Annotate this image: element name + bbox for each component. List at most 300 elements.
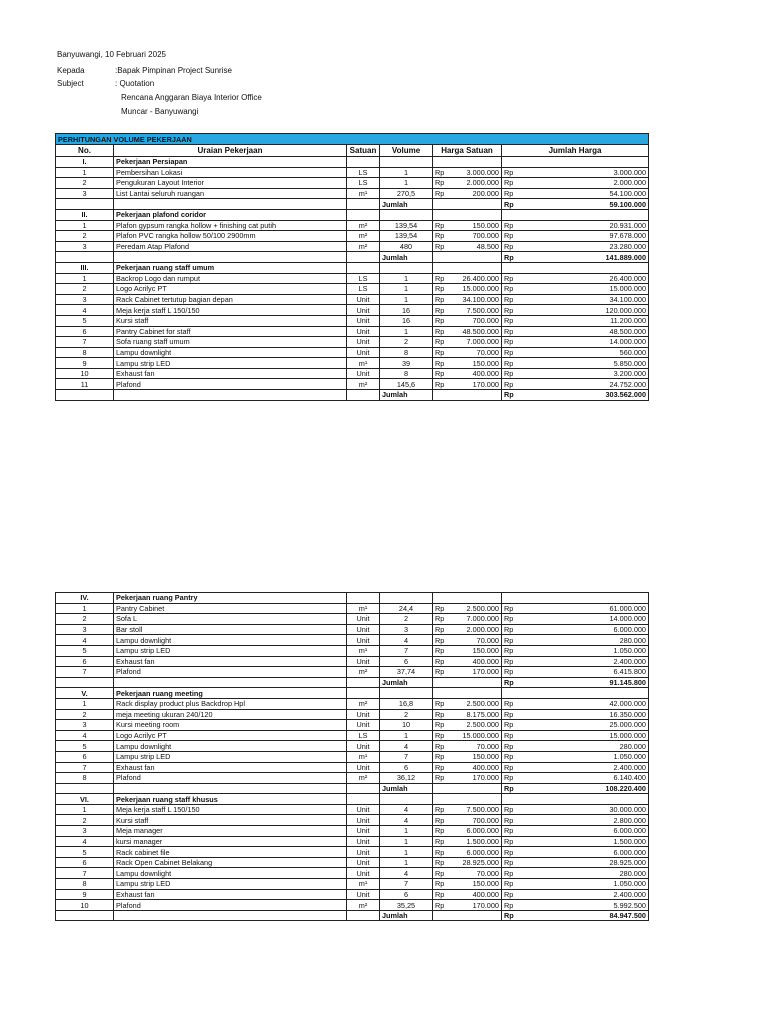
amount-currency: Rp — [502, 614, 517, 625]
table-row — [56, 624, 649, 635]
empty-cell — [380, 157, 433, 168]
item-number: 6 — [56, 326, 114, 337]
amount-currency: Rp — [502, 826, 517, 837]
item-unit: m² — [347, 220, 380, 231]
item-unit-price: 150.000 — [450, 220, 502, 231]
item-number: 10 — [56, 900, 114, 911]
item-unit-price: 700.000 — [450, 815, 502, 826]
table-row — [56, 379, 649, 390]
section-header-row — [56, 157, 649, 168]
subject-value: : Quotation — [115, 79, 155, 88]
price-currency: Rp — [433, 188, 450, 199]
item-volume: 1 — [380, 294, 433, 305]
item-unit: LS — [347, 273, 380, 284]
price-currency: Rp — [433, 709, 450, 720]
price-currency: Rp — [433, 624, 450, 635]
empty-cell — [347, 593, 380, 604]
table-row — [56, 635, 649, 646]
price-currency: Rp — [433, 751, 450, 762]
item-unit-price: 3.000.000 — [450, 167, 502, 178]
item-unit: m² — [347, 900, 380, 911]
item-description: Plafond — [114, 900, 347, 911]
item-volume: 4 — [380, 741, 433, 752]
item-amount: 14.000.000 — [517, 337, 649, 348]
item-unit: m² — [347, 698, 380, 709]
item-number: 1 — [56, 273, 114, 284]
item-number: 2 — [56, 815, 114, 826]
item-description: Lampu downlight — [114, 635, 347, 646]
item-unit-price: 6.000.000 — [450, 826, 502, 837]
empty-cell — [502, 794, 649, 805]
item-description: Lampu downlight — [114, 347, 347, 358]
item-volume: 1 — [380, 273, 433, 284]
table-row — [56, 337, 649, 348]
item-number: 7 — [56, 762, 114, 773]
empty-cell — [502, 688, 649, 699]
table-banner-row — [56, 134, 649, 145]
item-amount: 560.000 — [517, 347, 649, 358]
total-currency: Rp — [502, 252, 517, 263]
price-currency: Rp — [433, 337, 450, 348]
amount-currency: Rp — [502, 603, 517, 614]
item-description: Rack Cabinet tertutup bagian depan — [114, 294, 347, 305]
item-unit: m¹ — [347, 645, 380, 656]
item-unit: Unit — [347, 315, 380, 326]
item-amount: 15.000.000 — [517, 284, 649, 295]
item-unit: Unit — [347, 804, 380, 815]
item-number: 1 — [56, 804, 114, 815]
amount-currency: Rp — [502, 868, 517, 879]
item-amount: 24.752.000 — [517, 379, 649, 390]
section-header-row — [56, 794, 649, 805]
item-unit-price: 7.000.000 — [450, 337, 502, 348]
amount-currency: Rp — [502, 347, 517, 358]
price-currency: Rp — [433, 730, 450, 741]
item-number: 7 — [56, 868, 114, 879]
price-currency: Rp — [433, 326, 450, 337]
item-unit-price: 34.100.000 — [450, 294, 502, 305]
quotation-table-part-2 — [55, 592, 649, 921]
item-amount: 6.415.800 — [517, 667, 649, 678]
item-unit: Unit — [347, 741, 380, 752]
to-label: Kepada — [57, 66, 85, 75]
item-amount: 23.280.000 — [517, 241, 649, 252]
item-number: 10 — [56, 368, 114, 379]
item-volume: 1 — [380, 857, 433, 868]
item-unit: Unit — [347, 347, 380, 358]
item-amount: 25.000.000 — [517, 720, 649, 731]
amount-currency: Rp — [502, 231, 517, 242]
item-unit-price: 6.000.000 — [450, 847, 502, 858]
item-number: 8 — [56, 879, 114, 890]
item-unit: Unit — [347, 656, 380, 667]
item-unit-price: 15.000.000 — [450, 730, 502, 741]
item-amount: 280.000 — [517, 635, 649, 646]
item-amount: 42.000.000 — [517, 698, 649, 709]
item-volume: 2 — [380, 709, 433, 720]
empty-cell — [56, 252, 114, 263]
table-row — [56, 315, 649, 326]
item-unit-price: 70.000 — [450, 635, 502, 646]
table-row — [56, 826, 649, 837]
item-volume: 16 — [380, 305, 433, 316]
price-currency: Rp — [433, 804, 450, 815]
item-volume: 139,54 — [380, 220, 433, 231]
item-unit: Unit — [347, 847, 380, 858]
empty-cell — [433, 209, 502, 220]
item-description: Kursi meeting room — [114, 720, 347, 731]
item-description: Meja manager — [114, 826, 347, 837]
item-description: Plafond — [114, 379, 347, 390]
item-amount: 1.500.000 — [517, 836, 649, 847]
item-description: Exhaust fan — [114, 656, 347, 667]
section-total-row — [56, 783, 649, 794]
item-unit: Unit — [347, 815, 380, 826]
total-label: Jumlah — [380, 910, 433, 921]
amount-currency: Rp — [502, 315, 517, 326]
item-unit-price: 15.000.000 — [450, 284, 502, 295]
amount-currency: Rp — [502, 836, 517, 847]
section-header-row — [56, 593, 649, 604]
item-volume: 4 — [380, 815, 433, 826]
price-currency: Rp — [433, 368, 450, 379]
item-volume: 4 — [380, 804, 433, 815]
item-number: 2 — [56, 231, 114, 242]
item-unit: Unit — [347, 614, 380, 625]
item-unit-price: 2.000.000 — [450, 624, 502, 635]
item-description: Pantry Cabinet for staff — [114, 326, 347, 337]
item-volume: 2 — [380, 614, 433, 625]
item-volume: 6 — [380, 656, 433, 667]
empty-cell — [347, 157, 380, 168]
table-row — [56, 294, 649, 305]
table-row — [56, 220, 649, 231]
empty-cell — [114, 199, 347, 210]
amount-currency: Rp — [502, 709, 517, 720]
empty-cell — [433, 390, 502, 401]
empty-cell — [433, 783, 502, 794]
item-amount: 11.200.000 — [517, 315, 649, 326]
empty-cell — [114, 390, 347, 401]
item-unit-price: 7.500.000 — [450, 804, 502, 815]
table-row — [56, 284, 649, 295]
table-row — [56, 773, 649, 784]
item-unit: LS — [347, 284, 380, 295]
item-amount: 5.992.500 — [517, 900, 649, 911]
item-unit: Unit — [347, 762, 380, 773]
section-header-row — [56, 262, 649, 273]
item-number: 2 — [56, 709, 114, 720]
item-number: 6 — [56, 857, 114, 868]
table-row — [56, 889, 649, 900]
amount-currency: Rp — [502, 889, 517, 900]
section-title: Pekerjaan ruang meeting — [114, 688, 347, 699]
item-description: Plafond — [114, 667, 347, 678]
item-unit-price: 2.500.000 — [450, 698, 502, 709]
item-unit: LS — [347, 167, 380, 178]
table-row — [56, 762, 649, 773]
item-unit: Unit — [347, 889, 380, 900]
price-currency: Rp — [433, 284, 450, 295]
item-number: 3 — [56, 624, 114, 635]
item-unit-price: 700.000 — [450, 231, 502, 242]
item-amount: 61.000.000 — [517, 603, 649, 614]
price-currency: Rp — [433, 273, 450, 284]
table-row — [56, 868, 649, 879]
section-total: 141.889.000 — [517, 252, 649, 263]
item-unit: m¹ — [347, 751, 380, 762]
section-title: Pekerjaan ruang staff khusus — [114, 794, 347, 805]
table-row — [56, 656, 649, 667]
item-unit: Unit — [347, 857, 380, 868]
item-number: 3 — [56, 241, 114, 252]
item-amount: 280.000 — [517, 741, 649, 752]
item-description: Logo Acrilyc PT — [114, 284, 347, 295]
empty-cell — [347, 677, 380, 688]
table-row — [56, 879, 649, 890]
item-volume: 35,25 — [380, 900, 433, 911]
item-description: Lampu downlight — [114, 741, 347, 752]
item-number: 11 — [56, 379, 114, 390]
item-description: Kursi staff — [114, 815, 347, 826]
item-description: Pengukuran Layout Interior — [114, 178, 347, 189]
item-amount: 97.678.000 — [517, 231, 649, 242]
empty-cell — [502, 262, 649, 273]
item-amount: 3.200.000 — [517, 368, 649, 379]
section-title: Pekerjaan ruang staff umum — [114, 262, 347, 273]
item-volume: 7 — [380, 645, 433, 656]
item-description: List Lantai seluruh ruangan — [114, 188, 347, 199]
item-amount: 30.000.000 — [517, 804, 649, 815]
section-title: Pekerjaan ruang Pantry — [114, 593, 347, 604]
item-unit-price: 400.000 — [450, 889, 502, 900]
item-description: Rack Open Cabinet Belakang — [114, 857, 347, 868]
item-number: 1 — [56, 698, 114, 709]
item-volume: 1 — [380, 836, 433, 847]
item-amount: 54.100.000 — [517, 188, 649, 199]
item-unit-price: 170.000 — [450, 379, 502, 390]
item-unit-price: 70.000 — [450, 347, 502, 358]
item-description: Backrop Logo dan rumput — [114, 273, 347, 284]
empty-cell — [347, 209, 380, 220]
amount-currency: Rp — [502, 368, 517, 379]
item-amount: 2.400.000 — [517, 762, 649, 773]
item-amount: 20.931.000 — [517, 220, 649, 231]
item-description: Lampu strip LED — [114, 645, 347, 656]
item-unit-price: 48.500 — [450, 241, 502, 252]
item-unit-price: 150.000 — [450, 358, 502, 369]
item-unit: Unit — [347, 624, 380, 635]
table-row — [56, 305, 649, 316]
amount-currency: Rp — [502, 879, 517, 890]
item-number: 1 — [56, 220, 114, 231]
empty-cell — [433, 157, 502, 168]
item-number: 6 — [56, 751, 114, 762]
item-number: 4 — [56, 730, 114, 741]
empty-cell — [347, 688, 380, 699]
item-amount: 48.500.000 — [517, 326, 649, 337]
empty-cell — [433, 794, 502, 805]
item-description: Plafond — [114, 773, 347, 784]
item-volume: 16 — [380, 315, 433, 326]
empty-cell — [114, 910, 347, 921]
item-unit-price: 2.500.000 — [450, 720, 502, 731]
item-description: Logo Acrilyc PT — [114, 730, 347, 741]
price-currency: Rp — [433, 857, 450, 868]
item-unit-price: 150.000 — [450, 645, 502, 656]
price-currency: Rp — [433, 305, 450, 316]
price-currency: Rp — [433, 720, 450, 731]
item-description: Meja kerja staff L 150/150 — [114, 804, 347, 815]
item-unit: m² — [347, 667, 380, 678]
column-header-row — [56, 145, 649, 157]
item-number: 2 — [56, 614, 114, 625]
item-unit-price: 400.000 — [450, 368, 502, 379]
item-unit-price: 170.000 — [450, 667, 502, 678]
empty-cell — [380, 593, 433, 604]
total-label: Jumlah — [380, 199, 433, 210]
empty-cell — [380, 794, 433, 805]
item-description: Lampu strip LED — [114, 879, 347, 890]
price-currency: Rp — [433, 826, 450, 837]
empty-cell — [347, 910, 380, 921]
item-volume: 1 — [380, 178, 433, 189]
item-description: Lampu downlight — [114, 868, 347, 879]
item-volume: 36,12 — [380, 773, 433, 784]
item-number: 6 — [56, 656, 114, 667]
price-currency: Rp — [433, 231, 450, 242]
item-number: 7 — [56, 337, 114, 348]
subject-label: Subject — [57, 79, 84, 88]
subject-line-3: Muncar - Banyuwangi — [121, 107, 199, 116]
amount-currency: Rp — [502, 337, 517, 348]
item-number: 3 — [56, 826, 114, 837]
total-label: Jumlah — [380, 783, 433, 794]
empty-cell — [433, 593, 502, 604]
section-number: VI. — [56, 794, 114, 805]
item-description: Pantry Cabinet — [114, 603, 347, 614]
total-label: Jumlah — [380, 677, 433, 688]
amount-currency: Rp — [502, 773, 517, 784]
item-unit: Unit — [347, 368, 380, 379]
empty-cell — [114, 677, 347, 688]
item-unit: Unit — [347, 305, 380, 316]
item-volume: 8 — [380, 368, 433, 379]
item-unit: Unit — [347, 826, 380, 837]
item-unit-price: 400.000 — [450, 762, 502, 773]
item-number: 2 — [56, 178, 114, 189]
item-unit: m¹ — [347, 358, 380, 369]
item-number: 5 — [56, 315, 114, 326]
item-unit: LS — [347, 178, 380, 189]
item-volume: 1 — [380, 847, 433, 858]
item-amount: 16.350.000 — [517, 709, 649, 720]
item-amount: 28.925.000 — [517, 857, 649, 868]
table-row — [56, 698, 649, 709]
col-desc-header: Uraian Pekerjaan — [114, 145, 347, 157]
item-number: 7 — [56, 667, 114, 678]
price-currency: Rp — [433, 614, 450, 625]
item-unit: m² — [347, 773, 380, 784]
item-unit-price: 170.000 — [450, 773, 502, 784]
item-amount: 280.000 — [517, 868, 649, 879]
item-description: Bar stoll — [114, 624, 347, 635]
item-unit-price: 48.500.000 — [450, 326, 502, 337]
item-volume: 10 — [380, 720, 433, 731]
table-row — [56, 273, 649, 284]
price-currency: Rp — [433, 879, 450, 890]
item-unit-price: 7.500.000 — [450, 305, 502, 316]
empty-cell — [56, 783, 114, 794]
amount-currency: Rp — [502, 284, 517, 295]
total-currency: Rp — [502, 910, 517, 921]
item-description: Plafon gypsum rangka hollow + finishing cat putih — [114, 220, 347, 231]
empty-cell — [502, 157, 649, 168]
item-number: 9 — [56, 889, 114, 900]
price-currency: Rp — [433, 379, 450, 390]
item-volume: 8 — [380, 347, 433, 358]
amount-currency: Rp — [502, 656, 517, 667]
item-description: Plafon PVC rangka hollow 50/100 2900mm — [114, 231, 347, 242]
amount-currency: Rp — [502, 635, 517, 646]
empty-cell — [56, 910, 114, 921]
item-unit: Unit — [347, 709, 380, 720]
item-volume: 39 — [380, 358, 433, 369]
table-row — [56, 667, 649, 678]
price-currency: Rp — [433, 167, 450, 178]
item-number: 4 — [56, 635, 114, 646]
item-unit-price: 28.925.000 — [450, 857, 502, 868]
table-row — [56, 614, 649, 625]
item-number: 5 — [56, 645, 114, 656]
table-row — [56, 603, 649, 614]
price-currency: Rp — [433, 178, 450, 189]
amount-currency: Rp — [502, 698, 517, 709]
price-currency: Rp — [433, 645, 450, 656]
amount-currency: Rp — [502, 273, 517, 284]
item-amount: 6.000.000 — [517, 624, 649, 635]
amount-currency: Rp — [502, 379, 517, 390]
item-unit: Unit — [347, 635, 380, 646]
table-row — [56, 231, 649, 242]
item-unit-price: 1.500.000 — [450, 836, 502, 847]
item-number: 4 — [56, 836, 114, 847]
item-unit-price: 2.500.000 — [450, 603, 502, 614]
col-volume-header: Volume — [380, 145, 433, 157]
amount-currency: Rp — [502, 326, 517, 337]
amount-currency: Rp — [502, 358, 517, 369]
price-currency: Rp — [433, 773, 450, 784]
amount-currency: Rp — [502, 730, 517, 741]
section-total: 108.220.400 — [517, 783, 649, 794]
item-volume: 3 — [380, 624, 433, 635]
empty-cell — [433, 262, 502, 273]
item-unit: Unit — [347, 868, 380, 879]
item-unit-price: 2.000.000 — [450, 178, 502, 189]
section-title: Pekerjaan Persiapan — [114, 157, 347, 168]
section-total-row — [56, 910, 649, 921]
item-unit-price: 8.175.000 — [450, 709, 502, 720]
item-unit: Unit — [347, 294, 380, 305]
section-total-row — [56, 677, 649, 688]
item-volume: 7 — [380, 879, 433, 890]
item-amount: 1.050.000 — [517, 645, 649, 656]
amount-currency: Rp — [502, 667, 517, 678]
empty-cell — [433, 688, 502, 699]
total-currency: Rp — [502, 783, 517, 794]
item-unit: Unit — [347, 720, 380, 731]
price-currency: Rp — [433, 294, 450, 305]
